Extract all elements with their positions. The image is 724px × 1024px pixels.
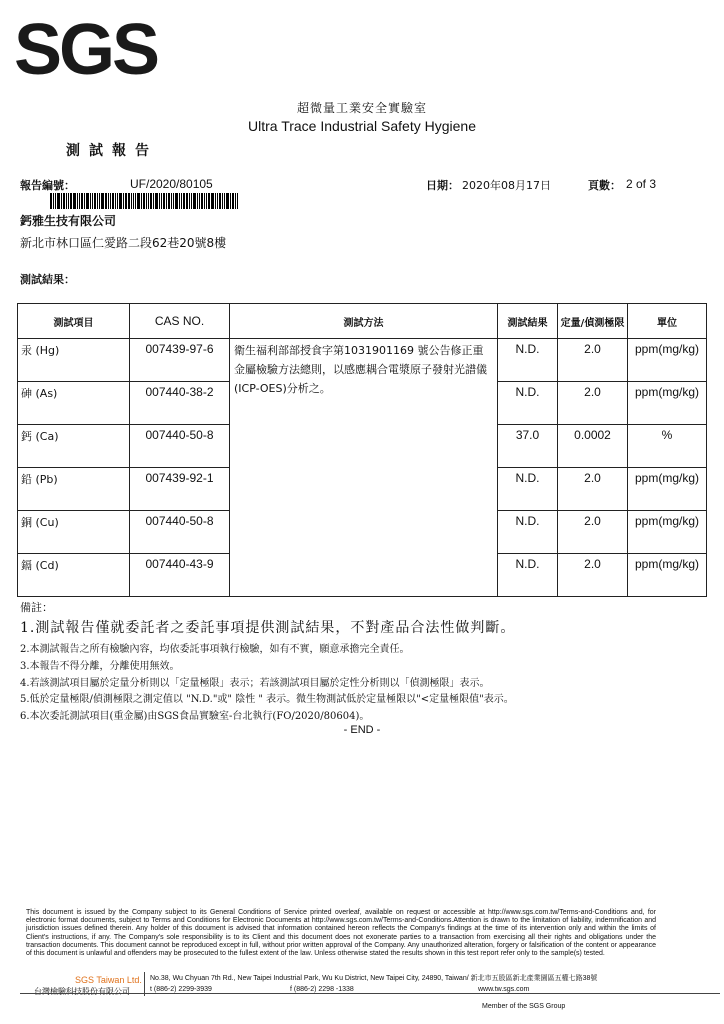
result-cell: 37.0	[498, 425, 558, 468]
footer-phone: t (886-2) 2299-3939	[150, 986, 212, 993]
result-cell: N.D.	[498, 382, 558, 425]
end-marker: - END -	[343, 724, 381, 736]
unit-cell: ppm(mg/kg)	[628, 339, 707, 382]
cas-cell: 007439-97-6	[130, 339, 230, 382]
barcode-bar	[201, 193, 203, 209]
barcode-bar	[119, 193, 122, 209]
barcode-bar	[68, 193, 69, 209]
results-label: 測試結果：	[20, 273, 75, 286]
result-cell: N.D.	[498, 554, 558, 597]
barcode-bar	[97, 193, 98, 209]
barcode-bar	[211, 193, 214, 209]
footer-address: No.38, Wu Chyuan 7th Rd., New Taipei Industrial Park, Wu Ku District, New Taipei City, 24890, Taiwan/ 新北市五股區新北產業園區五權七路38號	[150, 975, 598, 982]
barcode-bar	[50, 193, 52, 209]
table-row	[18, 339, 707, 382]
barcode-bar	[237, 193, 238, 209]
client-address: 新北市林口區仁愛路二段62巷20號8樓	[20, 236, 227, 250]
page-label: 頁數：	[588, 179, 621, 192]
barcode-bar	[108, 193, 109, 209]
barcode-bar	[166, 193, 167, 209]
unit-cell: %	[628, 425, 707, 468]
barcode-bar	[112, 193, 114, 209]
item-cell: 鎘 (Cd)	[18, 554, 130, 597]
barcode-bar	[53, 193, 54, 209]
item-cell: 鉛 (Pb)	[18, 468, 130, 511]
footer-company-chinese: 台灣檢驗科技股份有限公司	[34, 987, 130, 996]
barcode-bar	[146, 193, 147, 209]
barcode-bar	[171, 193, 172, 209]
method-cell: 衛生福利部部授食字第1031901169 號公告修正重金屬檢驗方法總則，以感應耦合電漿原子發射光譜儀(ICP-OES)分析之。	[230, 339, 498, 597]
barcode-bar	[92, 193, 93, 209]
unit-cell: ppm(mg/kg)	[628, 468, 707, 511]
barcode-bar	[161, 193, 162, 209]
barcode-bar	[215, 193, 216, 209]
footer-rule	[20, 993, 720, 994]
cas-cell: 007440-43-9	[130, 554, 230, 597]
barcode-bar	[168, 193, 170, 209]
barcode-bar	[153, 193, 154, 209]
barcode-bar	[197, 193, 198, 209]
barcode-bar	[159, 193, 160, 209]
footer-website-link[interactable]: www.tw.sgs.com	[478, 986, 530, 993]
barcode-bar	[163, 193, 165, 209]
barcode-bar	[230, 193, 231, 209]
report-number: UF/2020/80105	[130, 177, 213, 191]
barcode-bar	[84, 193, 85, 209]
barcode-bar	[199, 193, 200, 209]
barcode-bar	[143, 193, 145, 209]
barcode-bar	[66, 193, 67, 209]
legal-disclaimer: This document is issued by the Company subject to its General Conditions of Service printed overleaf, available on request or accessible at http://www.sgs.com.tw/Terms-and-Conditions and, for electronic format documents, subject to Terms and Conditions for Electronic Documents at http://www.sgs.com.tw/Terms-and-Conditions.Attention is drawn to the limitation of liability, indemnification and jurisdiction issues defined therein. Any holder of this document is advised that information contained hereon reflects the Company's findings at the time of its intervention only and within the limits of Client's instructions, if any. The Company's sole responsibility is to its Client and this document does not exonerate parties to a transaction from exercising all their rights and obligations under the transaction documents. This document cannot be reproduced except in full, without prior written approval of the Company. Any unauthorized alteration, forgery or falsification of the content or appearance of this document is unlawful and offenders may be prosecuted to the fullest extent of the law. Unless otherwise stated the results shown in this test report refer only to the sample(s) tested.	[26, 909, 656, 958]
barcode-bar	[125, 193, 127, 209]
limit-cell: 2.0	[558, 339, 628, 382]
lab-name-chinese: 超微量工業安全實驗室	[296, 101, 427, 115]
cas-cell: 007440-50-8	[130, 511, 230, 554]
unit-cell: ppm(mg/kg)	[628, 554, 707, 597]
result-cell: N.D.	[498, 511, 558, 554]
item-cell: 鈣 (Ca)	[18, 425, 130, 468]
barcode-bar	[90, 193, 91, 209]
item-cell: 汞 (Hg)	[18, 339, 130, 382]
barcode-bar	[77, 193, 78, 209]
note-item: 3.本報告不得分離，分離使用無效。	[20, 661, 180, 672]
header-cas: CAS NO.	[130, 304, 230, 339]
table-header-row	[18, 304, 707, 339]
header-limit: 定量/偵測極限	[558, 304, 628, 339]
cas-cell: 007440-50-8	[130, 425, 230, 468]
barcode-bar	[222, 193, 223, 209]
limit-cell: 2.0	[558, 511, 628, 554]
item-cell: 砷 (As)	[18, 382, 130, 425]
unit-cell: ppm(mg/kg)	[628, 511, 707, 554]
note-item: 5.低於定量極限/偵測極限之測定值以 "N.D."或" 陰性 " 表示。微生物測試低於定量極限以"<定量極限值"表示。	[20, 694, 514, 705]
note-item: 6.本次委託測試項目(重金屬)由SGS食品實驗室-台北執行(FO/2020/80604)。	[20, 711, 370, 722]
page-number: 2 of 3	[626, 177, 657, 191]
limit-cell: 2.0	[558, 468, 628, 511]
date-label: 日期：	[426, 179, 459, 192]
barcode-bar	[117, 193, 118, 209]
header-result: 測試結果	[498, 304, 558, 339]
barcode-bar	[206, 193, 207, 209]
barcode-bar	[232, 193, 234, 209]
limit-cell: 2.0	[558, 554, 628, 597]
client-company: 鈣雅生技有限公司	[20, 214, 117, 228]
unit-cell: ppm(mg/kg)	[628, 382, 707, 425]
results-table	[17, 303, 707, 597]
report-date: 2020年08月17日	[462, 179, 551, 192]
barcode-bar	[148, 193, 149, 209]
barcode-bar	[70, 193, 72, 209]
footer-company-english: SGS Taiwan Ltd.	[75, 975, 142, 985]
barcode-bar	[186, 193, 188, 209]
barcode-bar	[131, 193, 132, 209]
barcode-bar	[226, 193, 229, 209]
barcode-bar	[61, 193, 62, 209]
barcode-bar	[99, 193, 100, 209]
barcode-bar	[224, 193, 225, 209]
barcode-bar	[150, 193, 152, 209]
barcode-bar	[204, 193, 205, 209]
member-of-sgs-group: Member of the SGS Group	[482, 1003, 566, 1010]
header-item: 測試項目	[18, 304, 130, 339]
barcode-bar	[110, 193, 111, 209]
item-cell: 銅 (Cu)	[18, 511, 130, 554]
barcode-bar	[173, 193, 174, 209]
barcode-bar	[217, 193, 218, 209]
barcode-bar	[86, 193, 89, 209]
notes-label: 備註：	[20, 601, 53, 614]
barcode-bar	[57, 193, 60, 209]
result-cell: N.D.	[498, 339, 558, 382]
barcode-bar	[79, 193, 80, 209]
barcode-bar	[183, 193, 185, 209]
barcode-bar	[235, 193, 236, 209]
barcode-bar	[63, 193, 65, 209]
barcode-bar	[141, 193, 142, 209]
barcode-bar	[105, 193, 107, 209]
barcode-bar	[115, 193, 116, 209]
barcode-bar	[137, 193, 140, 209]
footer-fax: f (886-2) 2298 -1338	[290, 986, 354, 993]
barcode-bar	[135, 193, 136, 209]
barcode-bar	[55, 193, 56, 209]
lab-name-english: Ultra Trace Industrial Safety Hygiene	[248, 118, 476, 134]
barcode-bar	[193, 193, 196, 209]
header-unit: 單位	[628, 304, 707, 339]
barcode-bar	[73, 193, 76, 209]
header-method: 測試方法	[230, 304, 498, 339]
barcode-bar	[191, 193, 192, 209]
barcode-icon	[50, 193, 300, 209]
barcode-bar	[94, 193, 96, 209]
barcode-bar	[123, 193, 124, 209]
limit-cell: 2.0	[558, 382, 628, 425]
cas-cell: 007439-92-1	[130, 468, 230, 511]
barcode-bar	[208, 193, 210, 209]
barcode-bar	[219, 193, 221, 209]
limit-cell: 0.0002	[558, 425, 628, 468]
note-item: 4.若該測試項目屬於定量分析則以「定量極限」表示；若該測試項目屬於定性分析則以「偵測極限」表示。	[20, 678, 490, 689]
note-item: 2.本測試報告之所有檢驗內容，均依委託事項執行檢驗，如有不實，願意承擔完全責任。	[20, 644, 410, 655]
barcode-bar	[189, 193, 190, 209]
sgs-logo: SGS	[14, 10, 158, 90]
result-cell: N.D.	[498, 468, 558, 511]
barcode-bar	[179, 193, 180, 209]
barcode-bar	[128, 193, 130, 209]
report-number-label: 報告編號：	[20, 179, 75, 192]
cas-cell: 007440-38-2	[130, 382, 230, 425]
barcode-bar	[133, 193, 134, 209]
barcode-bar	[101, 193, 104, 209]
barcode-bar	[81, 193, 83, 209]
report-title: 測試報告	[66, 143, 158, 159]
note-item: 1.測試報告僅就委託者之委託事項提供測試結果，不對產品合法性做判斷。	[20, 620, 516, 636]
barcode-bar	[181, 193, 182, 209]
barcode-bar	[155, 193, 158, 209]
barcode-bar	[175, 193, 178, 209]
